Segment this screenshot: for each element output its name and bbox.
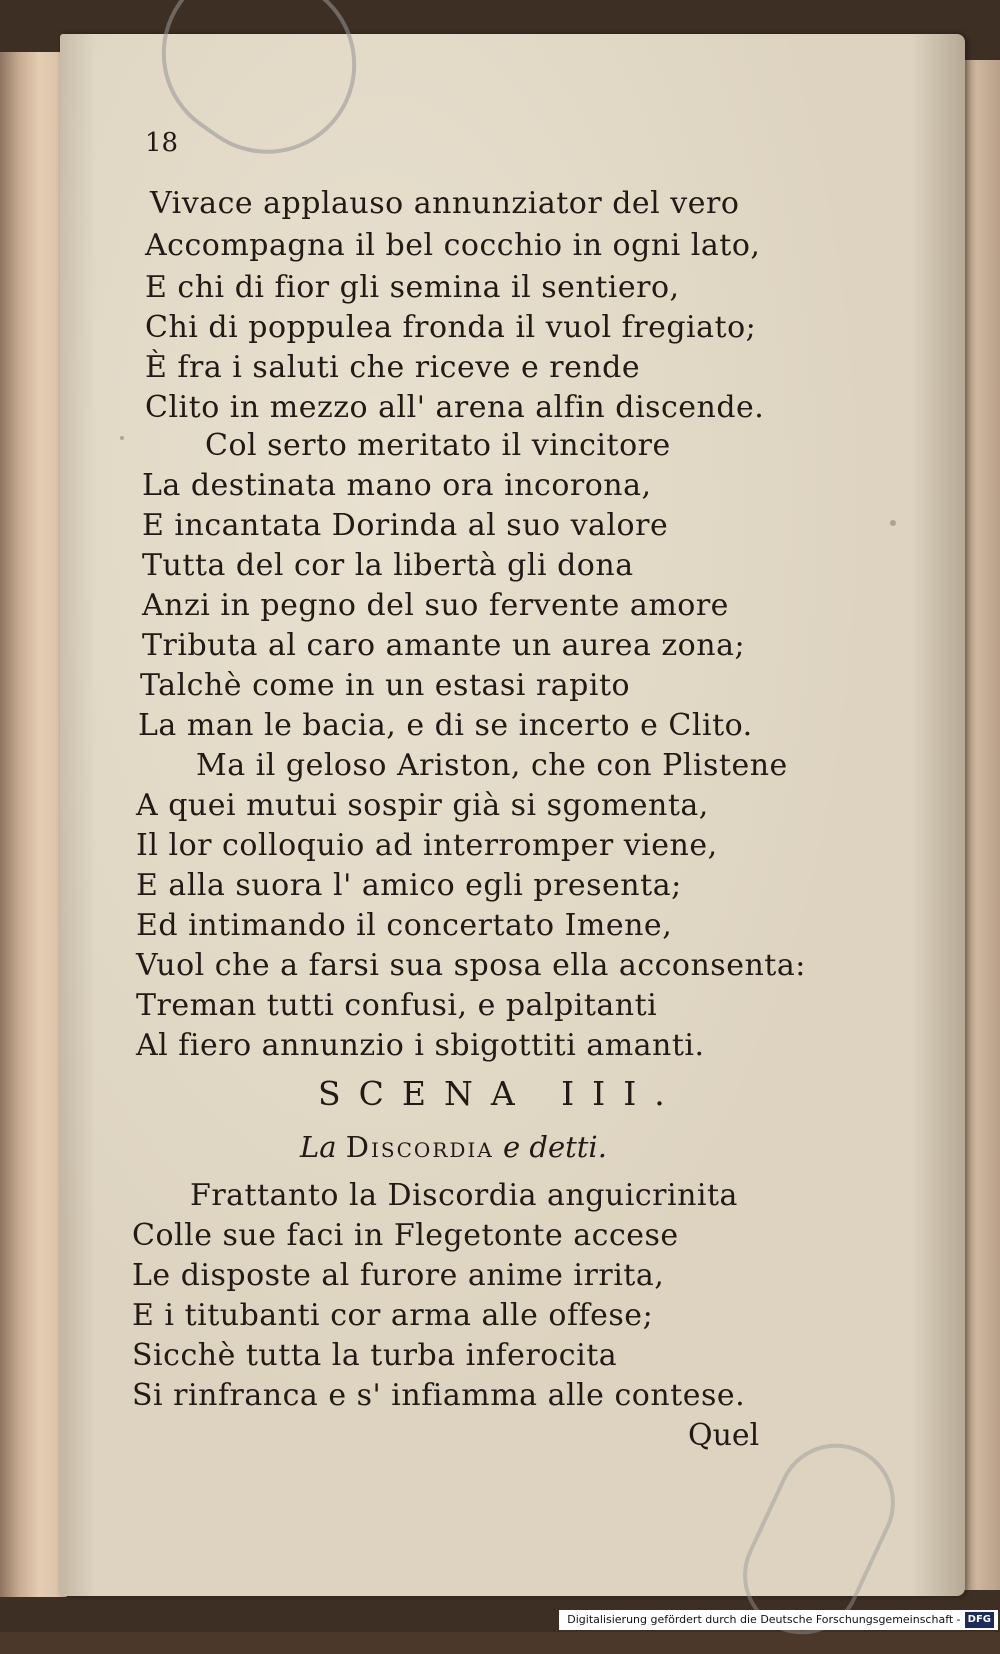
footer-text: Digitalisierung gefördert durch die Deutsche Forschungsgemeinschaft -	[567, 1613, 961, 1626]
verse-line: Ma il geloso Ariston, che con Plistene	[196, 748, 788, 783]
verse-line: La destinata mano ora incorona,	[142, 468, 652, 503]
verse-line: È fra i saluti che riceve e rende	[145, 350, 641, 385]
catchword: Quel	[688, 1418, 760, 1453]
scene-subtitle-la: La	[300, 1130, 337, 1164]
verse-line: La man le bacia, e di se incerto e Clito.	[138, 708, 753, 743]
verse-line: Frattanto la Discordia anguicrinita	[190, 1178, 738, 1213]
verse-line: E incantata Dorinda al suo valore	[142, 508, 669, 543]
verse-line: Clito in mezzo all' arena alfin discende.	[145, 390, 765, 425]
verse-line: Treman tutti confusi, e palpitanti	[136, 988, 658, 1023]
verse-line: Il lor colloquio ad interromper viene,	[136, 828, 718, 863]
verse-line: Vivace applauso annunziator del vero	[150, 186, 740, 221]
scene-subtitle-name: Discordia	[345, 1130, 494, 1164]
verse-line: Sicchè tutta la turba inferocita	[132, 1338, 618, 1373]
verse-line: Al fiero annunzio i sbigottiti amanti.	[136, 1028, 705, 1063]
verse-line: Ed intimando il concertato Imene,	[136, 908, 673, 943]
paper-spot	[890, 520, 896, 526]
verse-line: E i titubanti cor arma alle offese;	[132, 1298, 654, 1333]
verse-line: Accompagna il bel cocchio in ogni lato,	[145, 228, 761, 263]
digitization-footer	[559, 1610, 998, 1630]
paper-spot	[120, 436, 124, 440]
verse-line: Si rinfranca e s' infiamma alle contese.	[132, 1378, 746, 1413]
page-number: 18	[145, 128, 179, 158]
verse-line: Le disposte al furore anime irrita,	[132, 1258, 665, 1293]
scene-heading: SCENA III.	[318, 1074, 683, 1113]
verse-line: Col serto meritato il vincitore	[205, 428, 671, 463]
verse-line: Tutta del cor la libertà gli dona	[142, 548, 634, 583]
verse-line: E alla suora l' amico egli presenta;	[136, 868, 682, 903]
verse-line: Chi di poppulea fronda il vuol fregiato;	[145, 310, 757, 345]
verse-line: E chi di fior gli semina il sentiero,	[145, 270, 680, 305]
verse-line: Talchè come in un estasi rapito	[140, 668, 631, 703]
verse-line: Tributa al caro amante un aurea zona;	[142, 628, 746, 663]
verse-line: Colle sue faci in Flegetonte accese	[132, 1218, 679, 1253]
verse-line: Anzi in pegno del suo fervente amore	[142, 588, 729, 623]
verse-line: A quei mutui sospir già si sgomenta,	[136, 788, 709, 823]
scene-subtitle	[300, 1130, 607, 1164]
verse-line: Vuol che a farsi sua sposa ella acconsenta:	[136, 948, 806, 983]
scene-subtitle-rest: e detti.	[503, 1130, 607, 1164]
dfg-logo-icon: DFG	[965, 1612, 994, 1628]
